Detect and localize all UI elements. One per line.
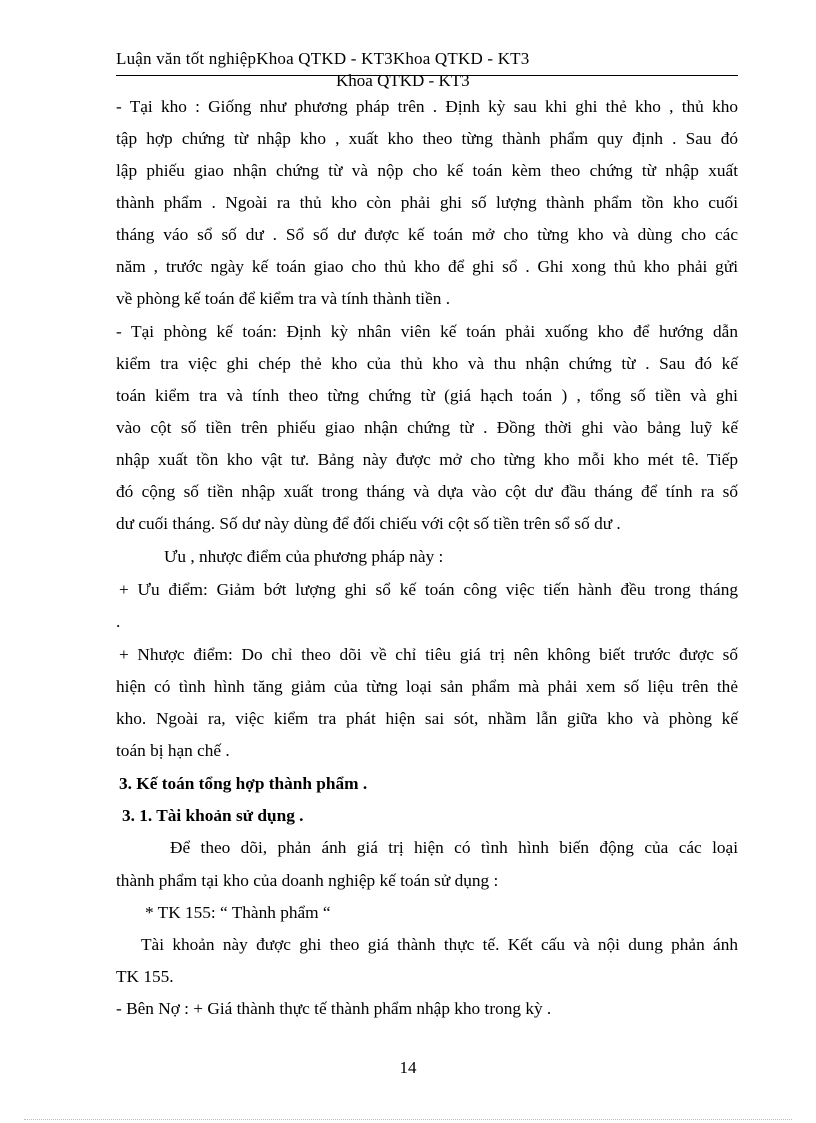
page-number: 14 <box>399 1058 417 1077</box>
paragraph-line: lập phiếu giao nhận chứng từ và nộp cho kế toán kèm theo chứng từ nhập xuất <box>116 161 738 180</box>
paragraph-line: * TK 155: “ Thành phẩm “ <box>145 903 331 922</box>
paragraph-line: năm , trước ngày kế toán giao cho thủ kho để ghi sổ . Ghi xong thủ kho phải gửi <box>116 257 738 276</box>
paragraph-line: + Ưu điểm: Giảm bớt lượng ghi sổ kế toán công việc tiến hành đều trong tháng <box>119 580 738 599</box>
paragraph-line: kiểm tra việc ghi chép thẻ kho của thủ kho và thu nhận chứng từ . Sau đó kế <box>116 354 738 373</box>
paragraph-line: thành phẩm . Ngoài ra thủ kho còn phải ghi số lượng thành phẩm tồn kho cuối <box>116 193 738 212</box>
section-heading: 3. Kế toán tổng hợp thành phẩm . <box>119 774 368 793</box>
paragraph-line: - Tại phòng kế toán: Định kỳ nhân viên kế toán phải xuống kho để hướng dẫn <box>116 322 738 341</box>
paragraph-line: về phòng kế toán để kiểm tra và tính thành tiền . <box>116 289 451 308</box>
subsection-heading: 3. 1. Tài khoản sử dụng . <box>122 806 304 825</box>
paragraph-line: - Bên Nợ : + Giá thành thực tế thành phẩm nhập kho trong kỳ . <box>116 999 552 1018</box>
paragraph-line: tập hợp chứng từ nhập kho , xuất kho theo từng thành phẩm quy định . Sau đó <box>116 129 738 148</box>
paragraph-line: TK 155. <box>116 967 174 986</box>
paragraph-line: nhập xuất tồn kho vật tư. Bảng này được mở cho từng kho mỗi kho mét tê. Tiếp <box>116 450 738 469</box>
paragraph-line: tháng váo sổ số dư . Sổ số dư được kế toán mở cho từng kho và dùng cho các <box>116 225 738 244</box>
paragraph-line: dư cuối tháng. Số dư này dùng để đối chiếu với cột số tiền trên sổ số dư . <box>116 514 621 533</box>
paragraph-line: thành phẩm tại kho của doanh nghiệp kế toán sử dụng : <box>116 871 499 890</box>
paragraph-line: + Nhược điểm: Do chỉ theo dõi về chỉ tiêu giá trị nên không biết trước được số <box>119 645 738 664</box>
page-bottom-edge <box>24 1119 792 1120</box>
paragraph-line: Tài khoản này được ghi theo giá thành thực tế. Kết cấu và nội dung phản ánh <box>141 935 738 954</box>
running-header-subtitle: Khoa QTKD - KT3 <box>336 71 470 90</box>
paragraph-line: đó cộng số tiền nhập xuất trong tháng và dựa vào cột dư đầu tháng để tính ra số <box>116 482 738 501</box>
paragraph-line: hiện có tình hình tăng giảm của từng loại sản phẩm mà phải xem số liệu trên thẻ <box>116 677 738 696</box>
paragraph-line: toán bị hạn chế . <box>116 741 230 760</box>
paragraph-line: Để theo dõi, phản ánh giá trị hiện có tình hình biến động của các loại <box>170 838 738 857</box>
paragraph-line: kho. Ngoài ra, việc kiểm tra phát hiện sai sót, nhầm lẫn giữa kho và phòng kế <box>116 709 738 728</box>
running-header: Luận văn tốt nghiệpKhoa QTKD - KT3Khoa QTKD - KT3 <box>116 49 530 68</box>
paragraph-line: - Tại kho : Giống như phương pháp trên . Định kỳ sau khi ghi thẻ kho , thủ kho <box>116 97 738 116</box>
paragraph-line: Ưu , nhược điểm của phương pháp này : <box>164 547 444 566</box>
paragraph-line: toán kiểm tra và tính theo từng chứng từ (giá hạch toán ) , tổng số tiền và ghi <box>116 386 738 405</box>
paragraph-line: vào cột số tiền trên phiếu giao nhận chứng từ . Đồng thời ghi vào bảng luỹ kế <box>116 418 738 437</box>
paragraph-line: . <box>116 612 121 631</box>
